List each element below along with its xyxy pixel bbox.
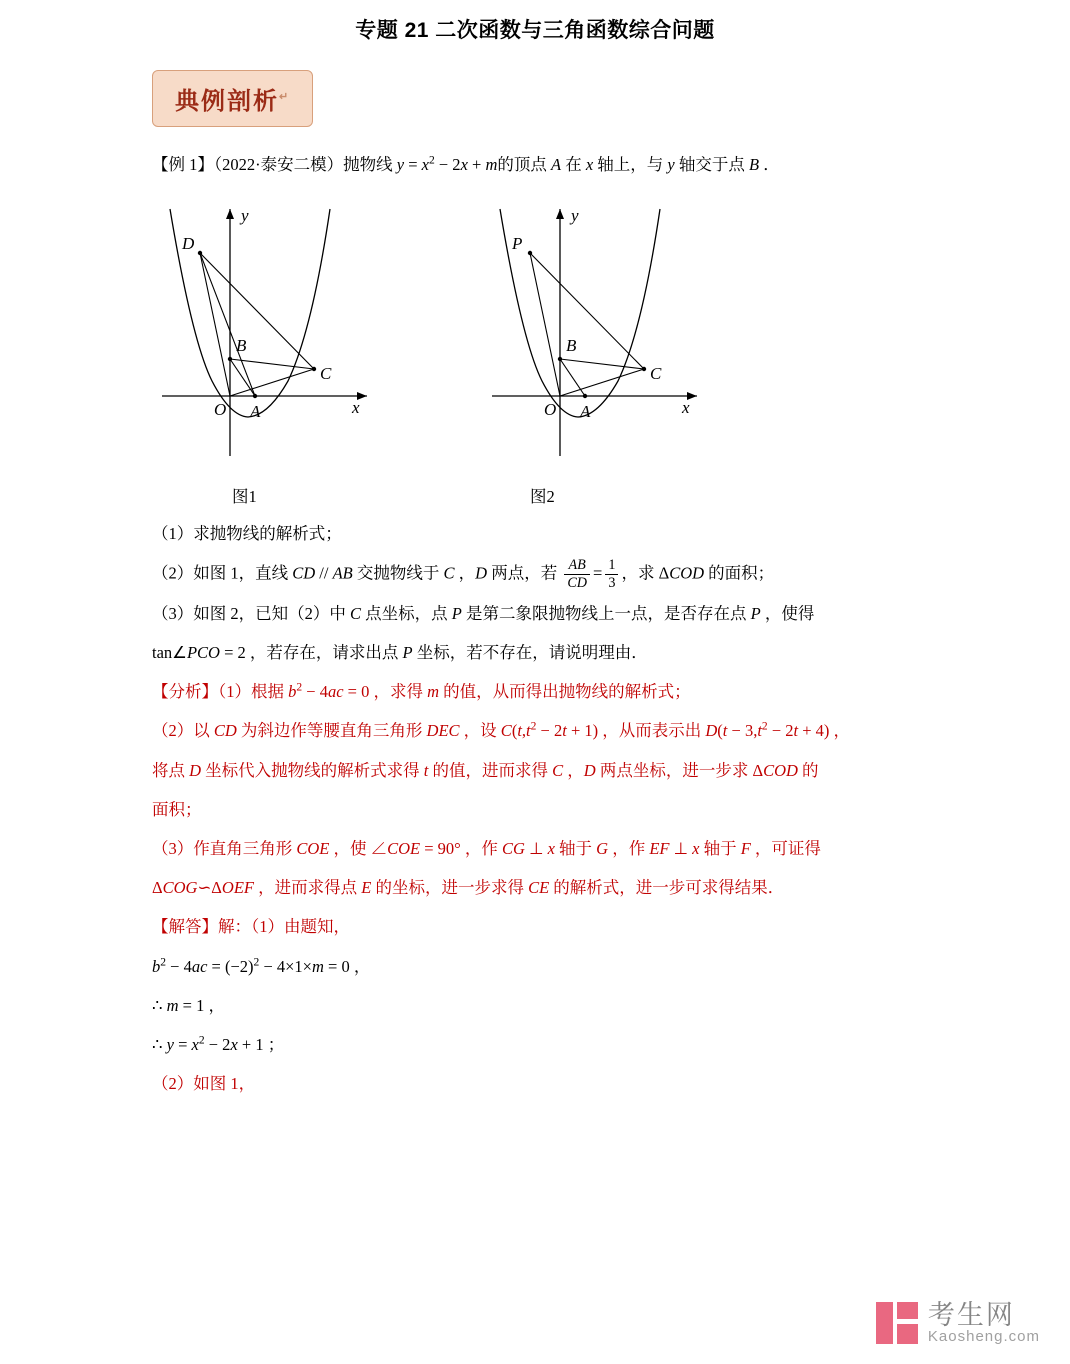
analysis-line-3b: ΔCOG∽ΔOEF ，进而求得点 E 的坐标，进一步求得 CE 的解析式，进一步可求得结果． [152,878,785,898]
analysis-label: 【分析】 [152,682,218,702]
page-title: 专题 21 二次函数与三角函数综合问题 [355,19,715,42]
figure-1-label-y: y [241,206,249,226]
solution-line-3: ∴ $y = x^2 - 2x + 1$ ； [152,1034,285,1054]
figure-2-svg [482,191,782,471]
watermark-text [928,1301,1040,1346]
figure-captions [152,481,918,511]
problem-lead [152,149,918,181]
section-badge-wrap [152,70,1070,127]
analysis-line-1 [152,676,918,708]
figures-row [152,191,918,481]
section-badge [152,70,313,127]
solution-label: 【解答】 [152,917,218,937]
fraction-denominator-cd: CD [567,574,588,591]
solution-line-0 [152,911,918,943]
figure-1-label-O: O [214,400,227,420]
question-3-line-2: tan∠PCO = 2 ，若存在，请求出点 P 坐标，若不存在，请说明理由． [152,643,648,663]
fraction-numerator-one: 1 [605,557,618,574]
figure-2-label-y: y [571,206,579,226]
fraction-denominator-three: 3 [608,574,616,591]
analysis-line-2b: 将点 D 坐标代入抛物线的解析式求得 t 的值，进而求得 C ，D 两点坐标，进一步求 ΔCOD 的 [152,760,819,780]
solution-line-1: $b^2 - 4ac = (-2)^2 - 4\times 1\times m = 0$ ， [152,956,371,976]
question-2-part-b: ，求 ΔCOD 的面积； [621,563,775,583]
question-2-equals: = [593,563,603,583]
watermark-logo-icon [876,1302,918,1344]
pilcrow-mark: ↵ [279,91,291,103]
problem-lead-suffix: 的顶点 A 在 x 轴上，与 y 轴交于点 B ． [497,155,780,174]
figure-1 [152,191,452,482]
question-3-line-1: （3）如图 2，已知（2）中 C 点坐标，点 P 是第二象限抛物线上一点，是否存在点 P ，使得 [152,603,815,623]
fraction-numerator-ab: AB [564,557,590,574]
figure-1-label-C: C [320,364,332,384]
figure-2-label-A: A [580,402,591,422]
analysis-line-2a: （2）以 CD 为斜边作等腰直角三角形 DEC ，设 $C(t,t^2 - 2t + 1)$ ，从而表示出 $D(t - 3,t^2 - 2t + 4)$ ， [152,720,851,741]
ratio-fraction-one-third [605,557,618,591]
figure-1-svg [152,191,452,471]
figure-2-caption: 图2 [530,487,555,507]
problem-lead-equation: y [396,155,405,174]
question-1: （1）求抛物线的解析式； [152,524,342,544]
watermark [876,1301,1040,1346]
question-2 [152,557,918,591]
problem-lead-prefix: 【例 1】（2022·泰安二模）抛物线 [152,155,397,174]
figure-1-label-A: A [250,402,261,422]
analysis-text-1: （1）根据 $b^2 - 4ac = 0$ ，求得 m 的值，从而得出抛物线的解析式； [218,681,691,702]
eq-rest: = $x^2 - 2x + m$ [404,154,498,174]
section-badge-label: 典例剖析 [175,88,279,115]
figure-1-label-D: D [182,234,195,254]
figure-2-label-B: B [566,336,577,356]
figure-2-label-P: P [512,234,523,254]
watermark-en: Kaosheng.com [927,1328,1040,1346]
solution-text-0: 解：（1）由题知， [218,917,350,937]
ratio-fraction-ab-cd [564,557,590,591]
figure-1-label-x: x [352,398,360,418]
watermark-cn: 考生网 [927,1299,1015,1330]
solution-line-4: （2）如图 1， [152,1074,256,1094]
figure-2 [482,191,782,482]
figure-2-label-O: O [544,400,557,420]
analysis-line-2c: 面积； [152,799,202,819]
analysis-line-3a: （3）作直角三角形 COE ，使 ∠COE = 90° ，作 CG ⊥ x 轴于 G ，作 EF ⊥ x 轴于 F ，可证得 [152,839,821,858]
problem-body [152,149,918,1100]
figure-1-caption: 图1 [232,487,257,507]
figure-2-label-x: x [682,398,690,418]
question-2-part-a: （2）如图 1，直线 CD // AB 交抛物线于 C ，D 两点，若 [152,563,562,583]
figure-1-label-B: B [236,336,247,356]
figure-2-label-C: C [650,364,662,384]
solution-line-2: ∴ m = 1 ， [152,995,225,1015]
